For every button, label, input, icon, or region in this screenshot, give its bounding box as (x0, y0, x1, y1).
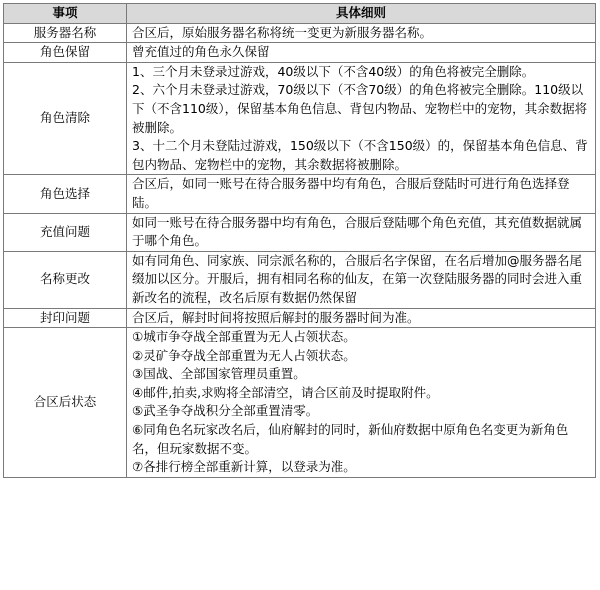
detail-line: ⑦各排行榜全部重新计算，以登录为准。 (132, 459, 356, 475)
row-detail (127, 62, 596, 175)
row-detail (127, 328, 596, 478)
row-detail (127, 308, 596, 328)
header-row (4, 4, 596, 24)
row-item-label: 服务器名称 (4, 23, 127, 43)
detail-line: ⑥同角色名玩家改名后，仙府解封的同时，新仙府数据中原角色名变更为新角色名，但玩家数据不变。 (132, 422, 569, 456)
detail-line: 曾充值过的角色永久保留 (132, 44, 270, 60)
table-row (4, 43, 596, 63)
detail-line: ⑤武圣争夺战积分全部重置清零。 (132, 403, 319, 419)
detail-line: 2、六个月未登录过游戏，70级以下（不含70级）的角色将被完全删除。110级以下（不含110级），保留基本角色信息、背包内物品、宠物栏中的宠物，其余数据将被删除。 (132, 82, 588, 135)
detail-line: 合区后，解封时间将按照后解封的服务器时间为准。 (132, 309, 420, 325)
row-item-label: 角色清除 (4, 62, 127, 175)
table-row (4, 213, 596, 251)
detail-line: ④邮件,拍卖,求购将全部清空，请合区前及时提取附件。 (132, 384, 439, 400)
row-item-label: 名称更改 (4, 251, 127, 308)
detail-line: 合区后，原始服务器名称将统一变更为新服务器名称。 (132, 24, 433, 40)
row-detail (127, 213, 596, 251)
detail-line: ②灵矿争夺战全部重置为无人占领状态。 (132, 347, 356, 363)
table-row (4, 23, 596, 43)
detail-line: 如同一账号在待合服务器中均有角色，合服后登陆哪个角色充值，其充值数据就属于哪个角色。 (132, 214, 583, 249)
table-row (4, 62, 596, 175)
row-detail (127, 251, 596, 308)
detail-line: ①城市争夺战全部重置为无人占领状态。 (132, 329, 356, 345)
table-row (4, 308, 596, 328)
detail-line: 合区后，如同一账号在待合服务器中均有角色，合服后登陆时可进行角色选择登陆。 (132, 176, 570, 210)
row-detail (127, 23, 596, 43)
detail-line: ③国战、全部国家管理员重置。 (132, 366, 306, 382)
row-item-label: 角色选择 (4, 175, 127, 213)
detail-line: 3、十二个月未登陆过游戏，150级以下（不含150级）的，保留基本角色信息、背包内物品、宠物栏中的宠物，其余数据将被删除。 (132, 138, 588, 172)
row-item-label: 角色保留 (4, 43, 127, 63)
detail-line: 1、三个月未登录过游戏，40级以下（不含40级）的角色将被完全删除。 (132, 63, 535, 79)
rules-table (3, 3, 596, 478)
table-row (4, 328, 596, 478)
row-item-label: 充值问题 (4, 213, 127, 251)
row-detail (127, 175, 596, 213)
row-detail (127, 43, 596, 63)
table-row (4, 251, 596, 308)
header-item: 事项 (4, 4, 127, 24)
row-item-label: 封印问题 (4, 308, 127, 328)
header-detail: 具体细则 (127, 4, 596, 24)
table-row (4, 175, 596, 213)
table-body (4, 23, 596, 477)
row-item-label: 合区后状态 (4, 328, 127, 478)
detail-line: 如有同角色、同家族、同宗派名称的，合服后名字保留，在名后增加@服务器名尾缀加以区分。开服后，拥有相同名称的仙友，在第一次登陆服务器的同时会进入重新改名的流程，改名后原有数据仍然保留 (132, 252, 583, 305)
